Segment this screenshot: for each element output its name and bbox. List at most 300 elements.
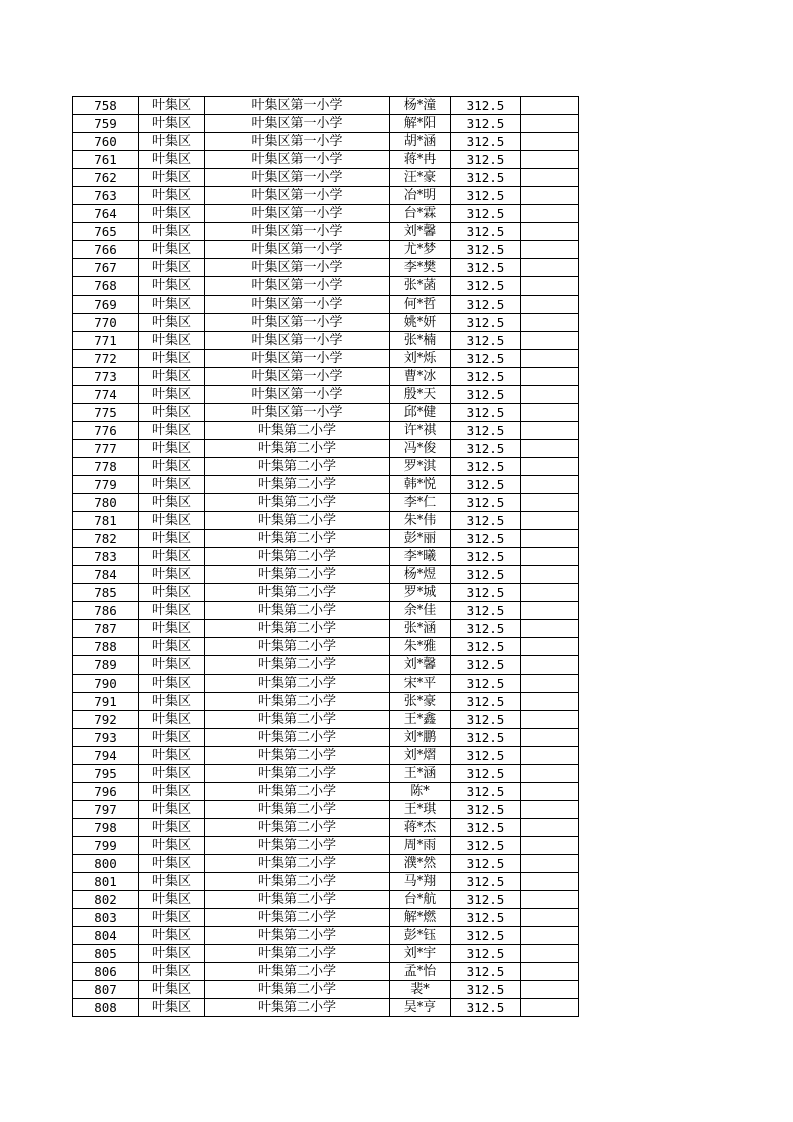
row-number-cell: 777: [73, 439, 139, 457]
district-cell: 叶集区: [139, 530, 205, 548]
blank-cell: [521, 385, 579, 403]
score-cell: 312.5: [451, 927, 521, 945]
score-cell: 312.5: [451, 782, 521, 800]
school-cell: 叶集第二小学: [205, 782, 390, 800]
student-name-cell: 吴*亨: [390, 999, 451, 1017]
table-row: [73, 584, 579, 602]
student-name-cell: 张*豪: [390, 692, 451, 710]
score-cell: 312.5: [451, 602, 521, 620]
row-number-cell: 766: [73, 241, 139, 259]
school-cell: 叶集第二小学: [205, 999, 390, 1017]
table-row: [73, 548, 579, 566]
table-row: [73, 349, 579, 367]
student-name-cell: 王*鑫: [390, 710, 451, 728]
table-row: [73, 620, 579, 638]
district-cell: 叶集区: [139, 331, 205, 349]
score-cell: 312.5: [451, 746, 521, 764]
row-number-cell: 774: [73, 385, 139, 403]
row-number-cell: 762: [73, 169, 139, 187]
row-number-cell: 767: [73, 259, 139, 277]
blank-cell: [521, 602, 579, 620]
student-name-cell: 殷*天: [390, 385, 451, 403]
row-number-cell: 788: [73, 638, 139, 656]
row-number-cell: 804: [73, 927, 139, 945]
district-cell: 叶集区: [139, 818, 205, 836]
blank-cell: [521, 836, 579, 854]
district-cell: 叶集区: [139, 999, 205, 1017]
table-row: [73, 277, 579, 295]
school-cell: 叶集第二小学: [205, 818, 390, 836]
row-number-cell: 772: [73, 349, 139, 367]
blank-cell: [521, 421, 579, 439]
district-cell: 叶集区: [139, 403, 205, 421]
score-cell: 312.5: [451, 151, 521, 169]
student-name-cell: 台*霖: [390, 205, 451, 223]
district-cell: 叶集区: [139, 836, 205, 854]
blank-cell: [521, 782, 579, 800]
row-number-cell: 773: [73, 367, 139, 385]
score-cell: 312.5: [451, 800, 521, 818]
table-row: [73, 241, 579, 259]
school-cell: 叶集第二小学: [205, 891, 390, 909]
district-cell: 叶集区: [139, 981, 205, 999]
blank-cell: [521, 97, 579, 115]
district-cell: 叶集区: [139, 349, 205, 367]
table-row: [73, 692, 579, 710]
school-cell: 叶集第二小学: [205, 421, 390, 439]
blank-cell: [521, 927, 579, 945]
table-row: [73, 313, 579, 331]
blank-cell: [521, 818, 579, 836]
score-cell: 312.5: [451, 223, 521, 241]
blank-cell: [521, 223, 579, 241]
row-number-cell: 781: [73, 512, 139, 530]
blank-cell: [521, 909, 579, 927]
table-row: [73, 530, 579, 548]
blank-cell: [521, 349, 579, 367]
row-number-cell: 764: [73, 205, 139, 223]
table-row: [73, 836, 579, 854]
table-row: [73, 475, 579, 493]
student-name-cell: 李*曦: [390, 548, 451, 566]
score-cell: 312.5: [451, 385, 521, 403]
school-cell: 叶集区第一小学: [205, 313, 390, 331]
score-cell: 312.5: [451, 457, 521, 475]
student-name-cell: 曹*冰: [390, 367, 451, 385]
blank-cell: [521, 692, 579, 710]
table-row: [73, 981, 579, 999]
student-name-cell: 杨*煜: [390, 566, 451, 584]
table-row: [73, 945, 579, 963]
blank-cell: [521, 945, 579, 963]
student-name-cell: 邱*健: [390, 403, 451, 421]
row-number-cell: 770: [73, 313, 139, 331]
row-number-cell: 759: [73, 115, 139, 133]
table-row: [73, 927, 579, 945]
blank-cell: [521, 313, 579, 331]
table-row: [73, 963, 579, 981]
score-cell: 312.5: [451, 259, 521, 277]
score-cell: 312.5: [451, 656, 521, 674]
row-number-cell: 787: [73, 620, 139, 638]
district-cell: 叶集区: [139, 746, 205, 764]
blank-cell: [521, 530, 579, 548]
blank-cell: [521, 584, 579, 602]
row-number-cell: 790: [73, 674, 139, 692]
district-cell: 叶集区: [139, 710, 205, 728]
school-cell: 叶集第二小学: [205, 854, 390, 872]
score-cell: 312.5: [451, 475, 521, 493]
score-cell: 312.5: [451, 945, 521, 963]
row-number-cell: 780: [73, 494, 139, 512]
student-name-cell: 解*阳: [390, 115, 451, 133]
school-cell: 叶集区第一小学: [205, 385, 390, 403]
student-name-cell: 胡*涵: [390, 133, 451, 151]
student-name-cell: 韩*悦: [390, 475, 451, 493]
table-row: [73, 151, 579, 169]
score-cell: 312.5: [451, 638, 521, 656]
row-number-cell: 801: [73, 873, 139, 891]
school-cell: 叶集第二小学: [205, 530, 390, 548]
school-cell: 叶集区第一小学: [205, 349, 390, 367]
district-cell: 叶集区: [139, 385, 205, 403]
row-number-cell: 796: [73, 782, 139, 800]
district-cell: 叶集区: [139, 656, 205, 674]
student-name-cell: 解*燃: [390, 909, 451, 927]
table-row: [73, 205, 579, 223]
blank-cell: [521, 512, 579, 530]
table-row: [73, 367, 579, 385]
blank-cell: [521, 638, 579, 656]
district-cell: 叶集区: [139, 259, 205, 277]
school-cell: 叶集区第一小学: [205, 223, 390, 241]
row-number-cell: 800: [73, 854, 139, 872]
school-cell: 叶集区第一小学: [205, 367, 390, 385]
score-cell: 312.5: [451, 710, 521, 728]
blank-cell: [521, 241, 579, 259]
student-name-cell: 罗*城: [390, 584, 451, 602]
student-name-cell: 尤*梦: [390, 241, 451, 259]
student-name-cell: 马*翔: [390, 873, 451, 891]
district-cell: 叶集区: [139, 963, 205, 981]
student-name-cell: 许*祺: [390, 421, 451, 439]
row-number-cell: 802: [73, 891, 139, 909]
district-cell: 叶集区: [139, 205, 205, 223]
table-row: [73, 457, 579, 475]
row-number-cell: 778: [73, 457, 139, 475]
score-cell: 312.5: [451, 999, 521, 1017]
table-row: [73, 512, 579, 530]
row-number-cell: 793: [73, 728, 139, 746]
student-name-cell: 冶*明: [390, 187, 451, 205]
blank-cell: [521, 187, 579, 205]
score-cell: 312.5: [451, 854, 521, 872]
student-name-cell: 裴*: [390, 981, 451, 999]
district-cell: 叶集区: [139, 692, 205, 710]
district-cell: 叶集区: [139, 223, 205, 241]
school-cell: 叶集第二小学: [205, 692, 390, 710]
score-cell: 312.5: [451, 981, 521, 999]
district-cell: 叶集区: [139, 241, 205, 259]
blank-cell: [521, 800, 579, 818]
score-cell: 312.5: [451, 674, 521, 692]
score-cell: 312.5: [451, 584, 521, 602]
score-cell: 312.5: [451, 692, 521, 710]
blank-cell: [521, 494, 579, 512]
student-name-cell: 蒋*杰: [390, 818, 451, 836]
table-row: [73, 439, 579, 457]
score-cell: 312.5: [451, 133, 521, 151]
school-cell: 叶集第二小学: [205, 945, 390, 963]
table-row: [73, 818, 579, 836]
score-cell: 312.5: [451, 115, 521, 133]
score-cell: 312.5: [451, 494, 521, 512]
school-cell: 叶集第二小学: [205, 566, 390, 584]
table-row: [73, 656, 579, 674]
score-cell: 312.5: [451, 909, 521, 927]
score-cell: 312.5: [451, 873, 521, 891]
school-cell: 叶集第二小学: [205, 475, 390, 493]
school-cell: 叶集第二小学: [205, 909, 390, 927]
student-name-cell: 刘*鹏: [390, 728, 451, 746]
table-row: [73, 638, 579, 656]
school-cell: 叶集区第一小学: [205, 331, 390, 349]
school-cell: 叶集第二小学: [205, 656, 390, 674]
district-cell: 叶集区: [139, 638, 205, 656]
row-number-cell: 807: [73, 981, 139, 999]
district-cell: 叶集区: [139, 133, 205, 151]
score-list-table: [72, 96, 579, 1017]
student-name-cell: 濮*然: [390, 854, 451, 872]
district-cell: 叶集区: [139, 115, 205, 133]
row-number-cell: 808: [73, 999, 139, 1017]
score-cell: 312.5: [451, 187, 521, 205]
table-row: [73, 331, 579, 349]
table-row: [73, 674, 579, 692]
table-row: [73, 710, 579, 728]
row-number-cell: 765: [73, 223, 139, 241]
student-name-cell: 刘*烁: [390, 349, 451, 367]
blank-cell: [521, 403, 579, 421]
table-row: [73, 854, 579, 872]
table-row: [73, 602, 579, 620]
table-row: [73, 295, 579, 313]
row-number-cell: 805: [73, 945, 139, 963]
table-row: [73, 782, 579, 800]
blank-cell: [521, 367, 579, 385]
student-name-cell: 刘*馨: [390, 656, 451, 674]
row-number-cell: 761: [73, 151, 139, 169]
table-row: [73, 800, 579, 818]
student-name-cell: 李*仁: [390, 494, 451, 512]
score-cell: 312.5: [451, 764, 521, 782]
district-cell: 叶集区: [139, 313, 205, 331]
school-cell: 叶集区第一小学: [205, 205, 390, 223]
row-number-cell: 763: [73, 187, 139, 205]
blank-cell: [521, 764, 579, 782]
blank-cell: [521, 133, 579, 151]
school-cell: 叶集区第一小学: [205, 241, 390, 259]
blank-cell: [521, 746, 579, 764]
table-row: [73, 746, 579, 764]
student-name-cell: 彭*丽: [390, 530, 451, 548]
blank-cell: [521, 115, 579, 133]
student-name-cell: 朱*伟: [390, 512, 451, 530]
student-name-cell: 陈*: [390, 782, 451, 800]
school-cell: 叶集第二小学: [205, 548, 390, 566]
blank-cell: [521, 548, 579, 566]
district-cell: 叶集区: [139, 151, 205, 169]
table-row: [73, 999, 579, 1017]
row-number-cell: 792: [73, 710, 139, 728]
school-cell: 叶集第二小学: [205, 620, 390, 638]
row-number-cell: 789: [73, 656, 139, 674]
row-number-cell: 782: [73, 530, 139, 548]
student-name-cell: 王*琪: [390, 800, 451, 818]
score-cell: 312.5: [451, 313, 521, 331]
school-cell: 叶集第二小学: [205, 494, 390, 512]
row-number-cell: 758: [73, 97, 139, 115]
student-name-cell: 汪*豪: [390, 169, 451, 187]
score-cell: 312.5: [451, 728, 521, 746]
score-cell: 312.5: [451, 241, 521, 259]
district-cell: 叶集区: [139, 891, 205, 909]
table-row: [73, 169, 579, 187]
row-number-cell: 783: [73, 548, 139, 566]
student-name-cell: 刘*宇: [390, 945, 451, 963]
table-row: [73, 909, 579, 927]
table-row: [73, 566, 579, 584]
student-name-cell: 姚*妍: [390, 313, 451, 331]
school-cell: 叶集第二小学: [205, 963, 390, 981]
score-cell: 312.5: [451, 295, 521, 313]
district-cell: 叶集区: [139, 602, 205, 620]
student-name-cell: 张*涵: [390, 620, 451, 638]
school-cell: 叶集区第一小学: [205, 169, 390, 187]
district-cell: 叶集区: [139, 566, 205, 584]
student-name-cell: 李*樊: [390, 259, 451, 277]
school-cell: 叶集第二小学: [205, 728, 390, 746]
score-cell: 312.5: [451, 836, 521, 854]
district-cell: 叶集区: [139, 295, 205, 313]
school-cell: 叶集区第一小学: [205, 187, 390, 205]
blank-cell: [521, 674, 579, 692]
student-name-cell: 刘*馨: [390, 223, 451, 241]
school-cell: 叶集第二小学: [205, 512, 390, 530]
blank-cell: [521, 891, 579, 909]
row-number-cell: 806: [73, 963, 139, 981]
district-cell: 叶集区: [139, 277, 205, 295]
score-cell: 312.5: [451, 439, 521, 457]
row-number-cell: 769: [73, 295, 139, 313]
student-name-cell: 罗*淇: [390, 457, 451, 475]
table-row: [73, 259, 579, 277]
blank-cell: [521, 205, 579, 223]
student-name-cell: 孟*怡: [390, 963, 451, 981]
student-name-cell: 张*楠: [390, 331, 451, 349]
row-number-cell: 785: [73, 584, 139, 602]
district-cell: 叶集区: [139, 782, 205, 800]
blank-cell: [521, 710, 579, 728]
district-cell: 叶集区: [139, 475, 205, 493]
school-cell: 叶集第二小学: [205, 800, 390, 818]
score-list-body: [73, 97, 579, 1017]
district-cell: 叶集区: [139, 873, 205, 891]
district-cell: 叶集区: [139, 457, 205, 475]
blank-cell: [521, 963, 579, 981]
table-row: [73, 891, 579, 909]
school-cell: 叶集第二小学: [205, 439, 390, 457]
district-cell: 叶集区: [139, 584, 205, 602]
school-cell: 叶集第二小学: [205, 927, 390, 945]
school-cell: 叶集第二小学: [205, 836, 390, 854]
district-cell: 叶集区: [139, 494, 205, 512]
district-cell: 叶集区: [139, 800, 205, 818]
student-name-cell: 宋*平: [390, 674, 451, 692]
blank-cell: [521, 277, 579, 295]
blank-cell: [521, 728, 579, 746]
blank-cell: [521, 656, 579, 674]
table-row: [73, 385, 579, 403]
score-cell: 312.5: [451, 512, 521, 530]
student-name-cell: 冯*俊: [390, 439, 451, 457]
district-cell: 叶集区: [139, 367, 205, 385]
student-name-cell: 王*涵: [390, 764, 451, 782]
score-cell: 312.5: [451, 403, 521, 421]
school-cell: 叶集第二小学: [205, 674, 390, 692]
score-cell: 312.5: [451, 421, 521, 439]
table-row: [73, 97, 579, 115]
district-cell: 叶集区: [139, 512, 205, 530]
blank-cell: [521, 259, 579, 277]
row-number-cell: 775: [73, 403, 139, 421]
blank-cell: [521, 854, 579, 872]
row-number-cell: 803: [73, 909, 139, 927]
blank-cell: [521, 999, 579, 1017]
student-name-cell: 张*菡: [390, 277, 451, 295]
table-row: [73, 728, 579, 746]
school-cell: 叶集区第一小学: [205, 151, 390, 169]
school-cell: 叶集第二小学: [205, 638, 390, 656]
school-cell: 叶集第二小学: [205, 457, 390, 475]
score-cell: 312.5: [451, 818, 521, 836]
district-cell: 叶集区: [139, 927, 205, 945]
row-number-cell: 776: [73, 421, 139, 439]
district-cell: 叶集区: [139, 728, 205, 746]
score-cell: 312.5: [451, 277, 521, 295]
score-cell: 312.5: [451, 331, 521, 349]
row-number-cell: 791: [73, 692, 139, 710]
score-cell: 312.5: [451, 349, 521, 367]
blank-cell: [521, 566, 579, 584]
student-name-cell: 周*雨: [390, 836, 451, 854]
district-cell: 叶集区: [139, 421, 205, 439]
district-cell: 叶集区: [139, 439, 205, 457]
score-cell: 312.5: [451, 205, 521, 223]
score-cell: 312.5: [451, 97, 521, 115]
school-cell: 叶集第二小学: [205, 764, 390, 782]
blank-cell: [521, 295, 579, 313]
row-number-cell: 799: [73, 836, 139, 854]
row-number-cell: 797: [73, 800, 139, 818]
school-cell: 叶集区第一小学: [205, 277, 390, 295]
school-cell: 叶集区第一小学: [205, 115, 390, 133]
blank-cell: [521, 151, 579, 169]
score-cell: 312.5: [451, 367, 521, 385]
blank-cell: [521, 475, 579, 493]
table-row: [73, 115, 579, 133]
student-name-cell: 杨*潼: [390, 97, 451, 115]
